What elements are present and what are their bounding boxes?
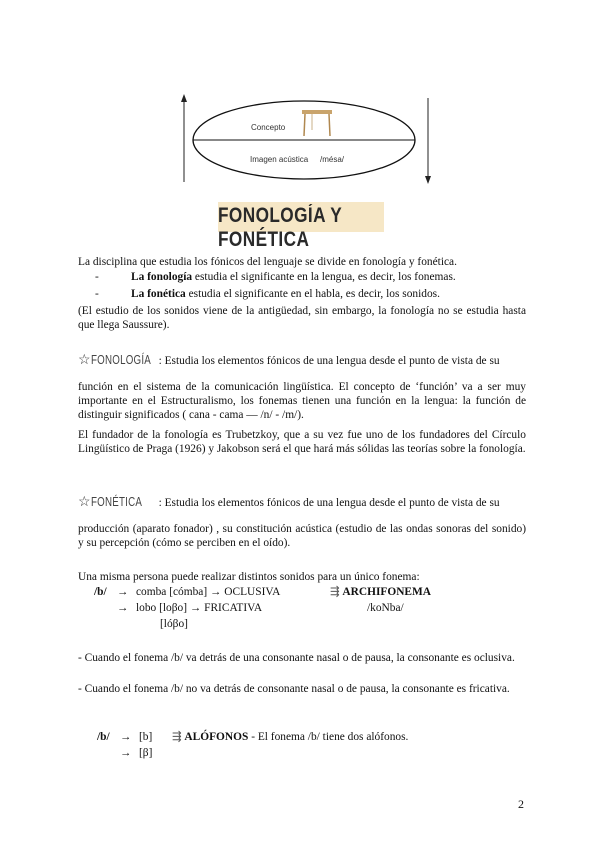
fonetica-heading-line [78, 494, 548, 511]
alofonos-label: ALÓFONOS [184, 731, 249, 743]
allophone-b: [b] [139, 731, 153, 743]
example-arrow-2: → [117, 602, 129, 614]
allophone-arrow-2: → [120, 747, 132, 759]
alofonos-line [172, 730, 408, 744]
down-arrowhead-icon [425, 176, 431, 184]
intro-note: (El estudio de los sonidos viene de la antigüedad, sin embargo, la fonología no se estudia hasta que llega Saussure). [78, 305, 526, 332]
bullet-fonologia-text: estudia el significante en la lengua, es decir, los fonemas. [192, 271, 456, 283]
bullet-fonetica-term: La fonética [131, 288, 186, 300]
fonologia-body: función en el sistema de la comunicación lingüística. El concepto de ‘función’ va a ser muy importante en el Estructuralismo, los fonemas tienen una función en la lengua: la función de distinguir significados ( cana - cama — /n/ - /m/). [78, 381, 526, 422]
acoustic-image-word: /mésa/ [320, 155, 345, 164]
example-arrow-1: → [117, 586, 129, 598]
fonetica-body: producción (aparato fonador) , su constitución acústica (estudio de las ondas sonoras del sonido) y su percepción (cómo se perciben en el oído). [78, 523, 526, 550]
bullet-fonologia: - La fonología estudia el significante en la lengua, es decir, los fonemas. [95, 271, 456, 283]
rule-fricativa: - Cuando el fonema /b/ no va detrás de consonante nasal o de pausa, la consonante es fricativa. [78, 683, 510, 695]
archifonema-icon: ⇶ [330, 586, 340, 598]
fonologia-heading: FONOLOGÍA [90, 352, 151, 367]
page-number: 2 [518, 797, 524, 811]
star-icon: ☆ [78, 353, 91, 368]
example-lobo: lobo [loβo] → FRICATIVA [136, 602, 263, 614]
example-phoneme: /b/ [94, 586, 107, 598]
archifonema-label: ARCHIFONEMA [342, 586, 431, 598]
archifonema-line [330, 585, 431, 599]
bullet-fonetica: - La fonética estudia el significante en el habla, es decir, los sonidos. [95, 288, 440, 300]
example-comba: comba [cómba] → OCLUSIVA [136, 586, 281, 598]
page-title: FONOLOGÍA Y FONÉTICA [218, 204, 342, 251]
alofonos-text: - El fonema /b/ tiene dos alófonos. [248, 731, 409, 743]
allophone-beta: [β] [139, 747, 153, 759]
star-icon: ☆ [78, 495, 91, 510]
concept-label: Concepto [251, 123, 286, 132]
acoustic-image-label: Imagen acústica [250, 155, 309, 164]
example-lobo-form: [lóβo] [160, 618, 188, 630]
fonologia-founders: El fundador de la fonología es Trubetzkoy, que a su vez fue uno de los fundadores del Círculo Lingüístico de Praga (1926) y Jakobson será el que hará más sólidas las teorías sobre la fonología. [78, 429, 526, 456]
bullet-fonologia-term: La fonología [131, 271, 193, 283]
fonologia-heading-line [78, 352, 548, 369]
allophone-phoneme: /b/ [97, 731, 110, 743]
example-intro: Una misma persona puede realizar distintos sonidos para un único fonema: [78, 571, 420, 583]
bullet-fonetica-text: estudia el significante en el habla, es decir, los sonidos. [185, 288, 440, 300]
linguistic-sign-diagram [170, 90, 440, 190]
fonetica-first-line: : Estudia los elementos fónicos de una lengua desde el punto de vista de su [158, 497, 500, 509]
fonologia-first-line: : Estudia los elementos fónicos de una lengua desde el punto de vista de su [158, 355, 500, 367]
allophone-arrow-1: → [120, 731, 132, 743]
alofonos-icon: ⇶ [172, 731, 182, 743]
fonetica-heading: FONÉTICA [90, 494, 142, 509]
archifonema-form: /koNba/ [367, 602, 404, 614]
table-picture [302, 110, 332, 136]
up-arrowhead-icon [181, 94, 187, 102]
intro-line: La disciplina que estudia los fónicos del lenguaje se divide en fonología y fonética. [78, 256, 457, 268]
rule-oclusiva: - Cuando el fonema /b/ va detrás de una consonante nasal o de pausa, la consonante es oclusiva. [78, 652, 515, 664]
